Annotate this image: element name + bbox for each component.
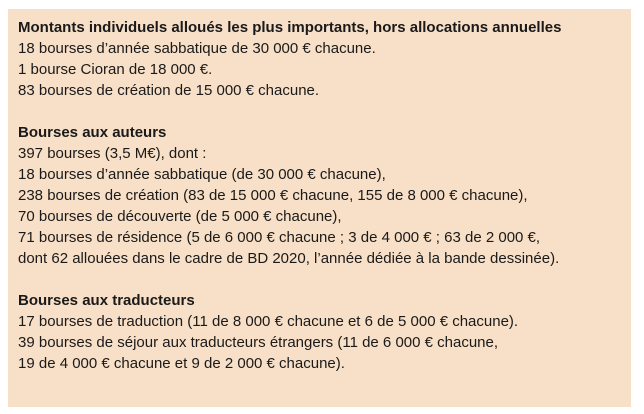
section-line: 18 bourses d’année sabbatique (de 30 000 € chacune), (18, 166, 386, 183)
section-line: 238 bourses de création (83 de 15 000 € chacune, 155 de 8 000 € chacune), (18, 187, 528, 204)
section-individual-amounts (18, 17, 621, 101)
info-panel (8, 9, 631, 407)
section-line: 71 bourses de résidence (5 de 6 000 € chacune ; 3 de 4 000 € ; 63 de 2 000 €, (18, 229, 541, 246)
section-heading: Montants individuels alloués les plus importants, hors allocations annuelles (18, 19, 562, 36)
section-line: dont 62 allouées dans le cadre de BD 2020, l’année dédiée à la bande dessinée). (18, 250, 560, 267)
section-line: 18 bourses d’année sabbatique de 30 000 € chacune. (18, 40, 376, 57)
section-line: 1 bourse Cioran de 18 000 €. (18, 61, 213, 78)
section-line: 397 bourses (3,5 M€), dont : (18, 145, 207, 162)
section-line: 83 bourses de création de 15 000 € chacune. (18, 82, 320, 99)
section-line: 17 bourses de traduction (11 de 8 000 € chacune et 6 de 5 000 € chacune). (18, 313, 519, 330)
section-line: 39 bourses de séjour aux traducteurs étrangers (11 de 6 000 € chacune, (18, 334, 499, 351)
section-author-grants (18, 122, 621, 269)
section-line: 70 bourses de découverte (de 5 000 € chacune), (18, 208, 342, 225)
section-heading: Bourses aux traducteurs (18, 292, 195, 309)
section-translator-grants (18, 290, 621, 374)
section-line: 19 de 4 000 € chacune et 9 de 2 000 € chacune). (18, 355, 345, 372)
section-heading: Bourses aux auteurs (18, 124, 167, 141)
